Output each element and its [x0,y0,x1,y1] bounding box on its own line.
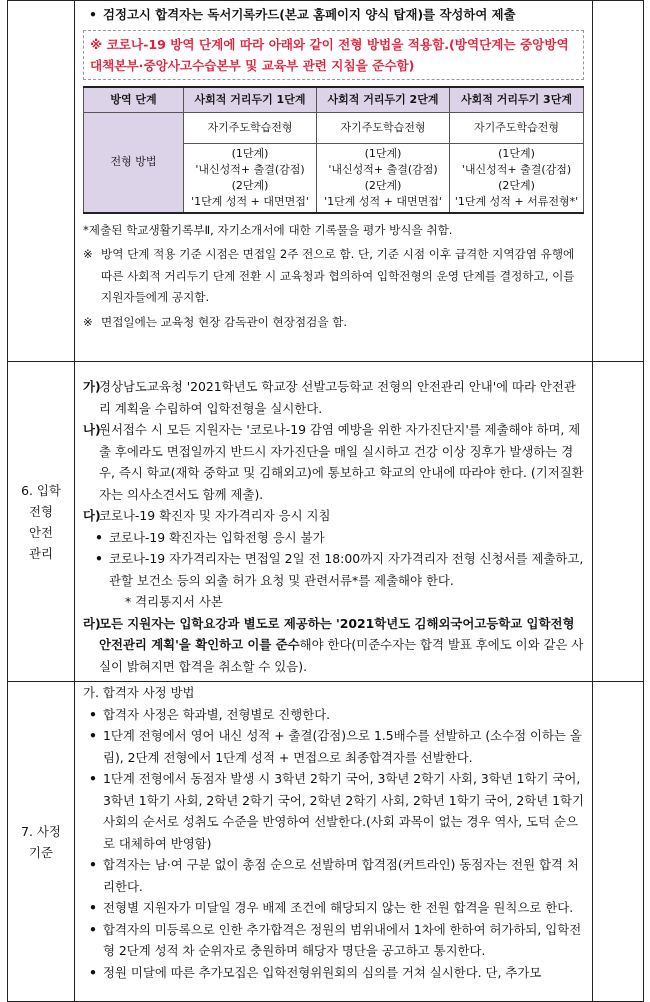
criteria-bullet: • 1단계 전형에서 동점자 발생 시 3학년 2학기 국어, 3학년 2학기 사회, 3학년 1학기 국어, 3학년 1학기 사회, 2학년 2학기 국어, 2학년 2학기 사회, 2학년 1학기 국어, 2학년 1학기 사회의 순서로 성취도 수준을 반영하여 선발한다.(사회 과목이 없는 경우 역사, 도덕 순으로 대체하여 반영함) [83,768,584,854]
criteria-bullet: • 전형별 지원자가 미달일 경우 배제 조건에 해당되지 않는 한 전원 합격을 원칙으로 한다. [83,897,584,919]
safety-item [83,419,584,505]
remark-cell [593,682,644,1002]
remark-cell [593,362,644,682]
note-mark: ※ [83,314,93,329]
method-text: (1단계) [231,146,269,160]
safety-item [83,613,584,678]
row-safety-management [8,362,644,682]
content-cell [75,1,593,362]
item-mark: 다) [83,508,101,523]
method-text: '1단계 성적 + 대면면접' [324,194,442,208]
section-line: 기준 [29,844,53,860]
safety-item [83,376,584,419]
criteria-bullet: • 합격자의 미등록으로 인한 추가합격은 정원의 범위내에서 1차에 한하여 허가하되, 입학전형 2단계 성적 차 순위자로 충원하며 해당자 명단을 공고하고 통지한다. [83,919,584,962]
method-level-1 [184,143,317,213]
criteria-bullet: • 정원 미달에 따른 추가모집은 입학전형위원회의 심의를 거쳐 실시한다. 단, 추가모 [83,962,584,984]
method-text: (1단계) [498,146,535,160]
method-text: '1단계 성적 + 대면면접' [191,194,309,208]
table-footnote: *제출된 학교생활기록부Ⅱ, 자기소개서에 대한 기록물을 평가 방식을 취함. [83,222,453,237]
header-level-3: 사회적 거리두기 3단계 [450,87,584,113]
screening-stage-table [83,86,584,214]
isolation-note: * 격리통지서 사본 [125,594,223,609]
safety-bullet: • 코로나-19 확진자는 입학전형 응시 불가 [89,527,584,549]
type-row [84,112,584,143]
remark-cell [593,1,644,362]
row-selection-criteria [8,682,644,1002]
section-line: 7. 사정 [21,823,61,839]
header-stage: 방역 단계 [84,87,184,113]
section-line: 관리 [29,545,53,561]
section-title-criteria [8,682,75,1002]
method-text: (2단계) [498,178,535,192]
safety-bullet: • 코로나-19 자가격리자는 면접일 2일 전 18:00까지 자가격리자 전형 신청서를 제출하고, 관할 보건소 등의 외출 허가 요청 및 관련서류*를 제출해야 한다. [89,548,584,591]
type-level-2: 자기주도학습전형 [317,112,450,143]
note-item [83,244,584,309]
type-level-3: 자기주도학습전형 [450,112,584,143]
method-text: (2단계) [364,178,402,192]
criteria-bullet: • 합격자 사정은 학과별, 전형별로 진행한다. [83,704,584,726]
method-level-3 [450,143,584,213]
criteria-bullet: • 합격자는 남·여 구분 없이 총점 순으로 선발하며 합격점(커트라인) 동점자는 전원 합격 처리한다. [83,854,584,897]
method-text: '내신성적+ 출결(감점) [328,162,438,176]
section-line: 전형 [29,503,53,519]
method-level-2 [317,143,450,213]
method-text: '내신성적+ 출결(감점) [461,162,572,176]
covid-notice: ※ 코로나-19 방역 단계에 따라 아래와 같이 전형 방법을 적용함.(방역단계는 중앙방역대책본부·중앙사고수습본부 및 교육부 관련 지침을 준수함) [83,30,584,80]
item-text: 코로나-19 확진자 및 자가격리자 응시 지침 [99,508,331,523]
criteria-bullet: • 1단계 전형에서 영어 내신 성적 + 출결(감점)으로 1.5배수를 선발하고 (소수점 이하는 올림), 2단계 전형에서 1단계 성적 + 면접으로 최종합격자를 선발한다. [83,725,584,768]
note-item [83,312,584,334]
item-text: 해야 한다(미준수자는 합격 발표 후에도 이와 같은 사실이 밝혀지면 합격을 취소할 수 있음). [99,637,584,674]
row-covid-screening [8,1,644,362]
item-bold-text: 모든 지원자는 입학요강과 별도로 제공하는 '2021학년도 김해외국어고등학교 입학전형 안전관리 계획'을 확인하고 이를 준수 [99,615,575,652]
note-mark: ※ [83,247,93,261]
item-mark: 나) [83,422,101,437]
item-text: 경상남도교육청 '2021학년도 학교장 선발고등학교 전형의 안전관리 안내'에 따라 안전관리 계획을 수립하여 입학전형을 실시한다. [99,379,576,416]
criteria-heading: 가. 합격자 사정 방법 [83,685,195,700]
method-label: 전형 방법 [84,112,184,213]
ged-bullet: • 검정고시 합격자는 독서기록카드(본교 홈페이지 양식 탑재)를 작성하여 제출 [83,4,584,26]
header-level-1: 사회적 거리두기 1단계 [184,87,317,113]
note-text: 면접일에는 교육청 현장 감독관이 현장점검을 함. [101,314,348,329]
stage-header-row [84,87,584,113]
method-text: '내신성적+ 출결(감점) [195,162,305,176]
item-text: 원서접수 시 모든 지원자는 '코로나-19 감염 예방을 위한 자가진단지'를 제출해야 하며, 제출 후에라도 면접일까지 반드시 자가진단을 매일 실시하고 건강 이상 징후가 발생하는 경우, 즉시 학교(재학 중학교 및 김해외고)에 통보하고 학교의 안내에 따라야 한다. (기저질환자는 의사소견서도 함께 제출). [99,422,584,502]
note-text: 방역 단계 적용 기준 시점은 면접일 2주 전으로 함. 단, 기준 시점 이후 급격한 지역감염 유행에 따른 사회적 거리두기 단계 전환 시 교육청과 협의하여 입학전형의 운영 단계를 결정하고, 이를 지원자들에게 공지함. [101,247,575,304]
section-line: 6. 입학 [21,482,61,498]
content-cell [75,682,593,1002]
item-mark: 가) [83,379,101,394]
section-title-safety [8,362,75,682]
content-cell [75,362,593,682]
method-text: '1단계 성적 + 서류전형*' [454,194,579,208]
section-line: 안전 [29,524,53,540]
type-level-1: 자기주도학습전형 [184,112,317,143]
safety-item [83,505,584,527]
admission-guide-table [7,0,644,1002]
method-text: (2단계) [231,178,269,192]
header-level-2: 사회적 거리두기 2단계 [317,87,450,113]
section-cell-empty [8,1,75,362]
item-mark: 라) [83,615,101,631]
method-text: (1단계) [364,146,402,160]
